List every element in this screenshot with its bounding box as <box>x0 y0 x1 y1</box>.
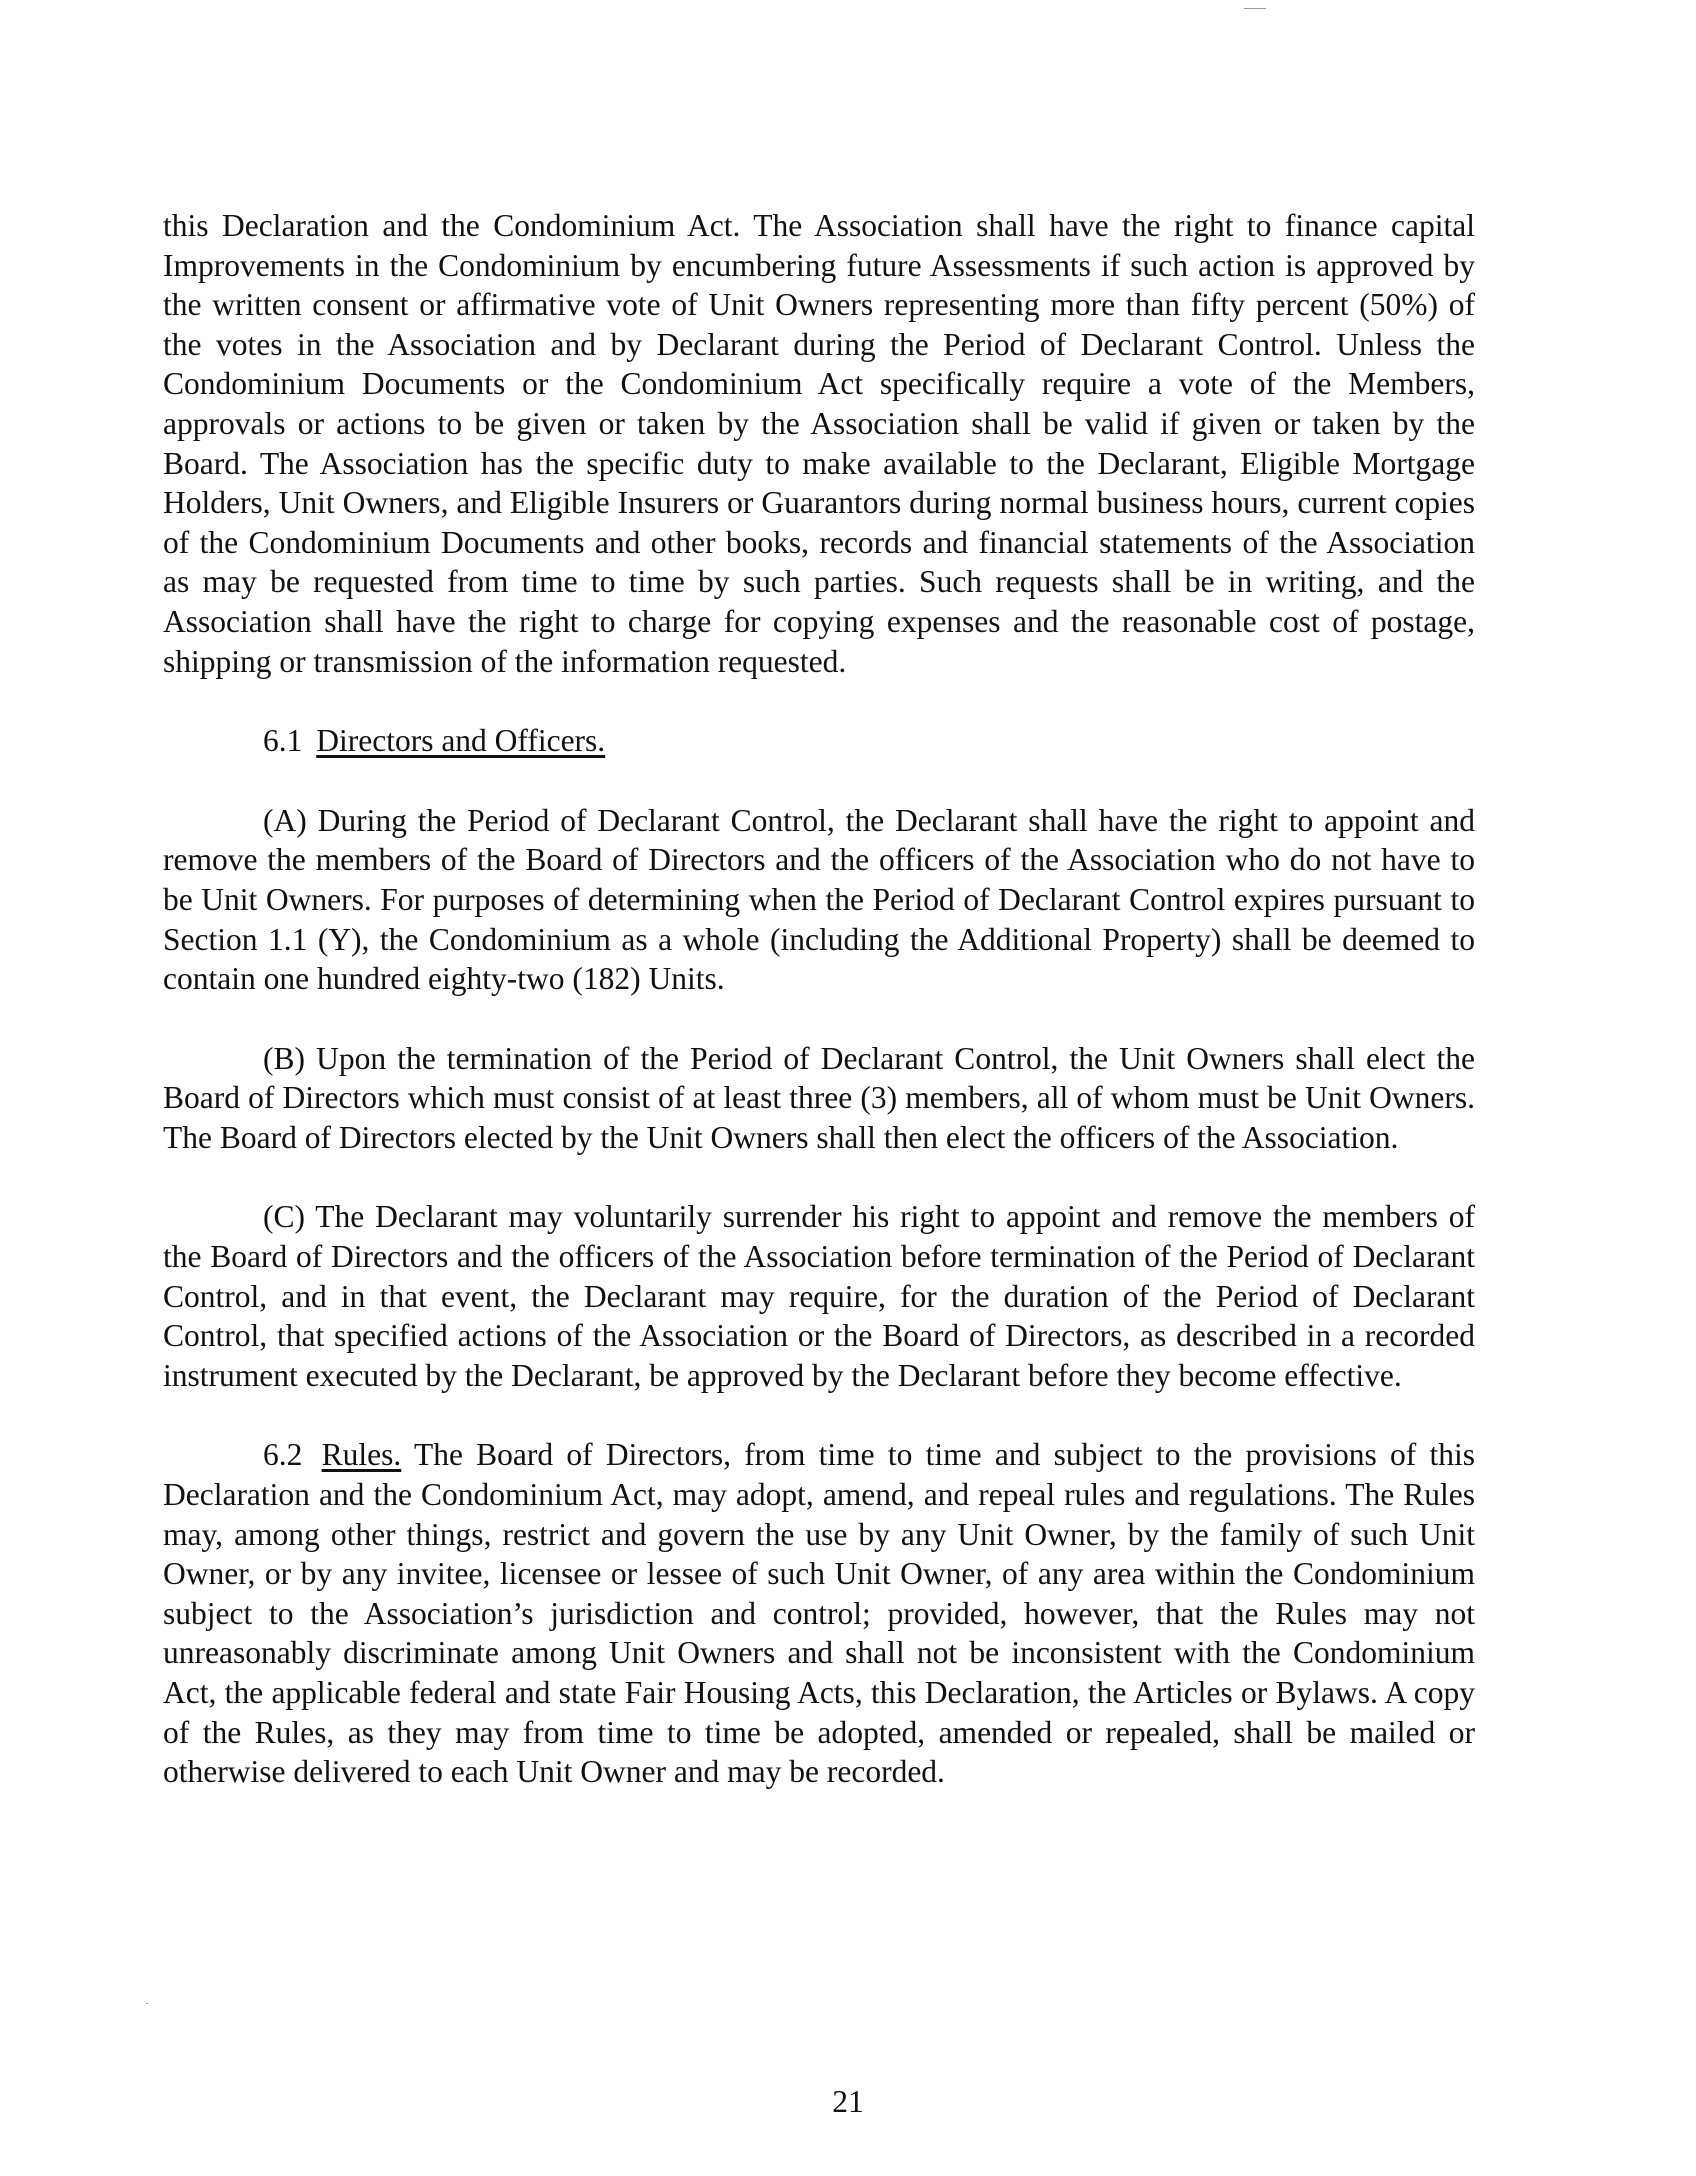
page-number: 21 <box>832 2084 864 2119</box>
section-6-2-body: The Board of Directors, from time to time and subject to the provisions of this Declaration and the Condominium Act, may adopt, amend, and repeal rules and regulations. The Rules may, among other things, restrict and govern the use by any Unit Owner, by the family of such Unit Owner, or by any invitee, licensee or lessee of such Unit Owner, of any area within the Condominium subject to the Association’s jurisdiction and control; provided, however, that the Rules may not unreasonably discriminate among Unit Owners and shall not be inconsistent with the Condominium Act, the applicable federal and state Fair Housing Acts, this Declaration, the Articles or Bylaws. A copy of the Rules, as they may from time to time be adopted, amended or repealed, shall be mailed or otherwise delivered to each Unit Owner and may be recorded. <box>163 1437 1476 1790</box>
document-body <box>163 206 1475 1792</box>
section-6-2-paragraph <box>163 1435 1475 1791</box>
section-6-2-number: 6.2 <box>263 1437 303 1473</box>
scan-mark-top <box>1244 8 1266 9</box>
section-6-1-title: Directors and Officers. <box>316 723 606 759</box>
paragraph-c: (C) The Declarant may voluntarily surrender his right to appoint and remove the members of the Board of Directors and the officers of the Association before termination of the Period of Declarant Control, and in that event, the Declarant may require, for the duration of the Period of Declarant Control, that specified actions of the Association or the Board of Directors, as described in a recorded instrument executed by the Declarant, be approved by the Declarant before they become effective. <box>163 1199 1475 1393</box>
scan-mark-left <box>146 2003 148 2004</box>
section-6-2-title: Rules. <box>321 1437 402 1473</box>
paragraph-b: (B) Upon the termination of the Period of Declarant Control, the Unit Owners shall elect the Board of Directors which must consist of at least three (3) members, all of whom must be Unit Owners. The Board of Directors elected by the Unit Owners shall then elect the officers of the Association. <box>163 1040 1475 1155</box>
paragraph-a: (A) During the Period of Declarant Control, the Declarant shall have the right to appoint and remove the members of the Board of Directors and the officers of the Association who do not have to be Unit Owners. For purposes of determining when the Period of Declarant Control expires pursuant to Section 1.1 (Y), the Condominium as a whole (including the Additional Property) shall be deemed to contain one hundred eighty-two (182) Units. <box>163 802 1475 997</box>
section-6-1-number: 6.1 <box>263 723 303 759</box>
intro-paragraph: this Declaration and the Condominium Act. The Association shall have the right to finance capital Improvements in the Condominium by encumbering future Assessments if such action is approved by the written consent or affirmative vote of Unit Owners representing more than fifty percent (50%) of the votes in the Association and by Declarant during the Period of Declarant Control. Unless the Condominium Documents or the Condominium Act specifically require a vote of the Members, approvals or actions to be given or taken by the Association shall be valid if given or taken by the Board. The Association has the specific duty to make available to the Declarant, Eligible Mortgage Holders, Unit Owners, and Eligible Insurers or Guarantors during normal business hours, current copies of the Condominium Documents and other books, records and financial statements of the Association as may be requested from time to time by such parties. Such requests shall be in writing, and the Association shall have the right to charge for copying expenses and the reasonable cost of postage, shipping or transmission of the information requested. <box>163 208 1475 679</box>
section-6-1-heading <box>163 721 1475 761</box>
